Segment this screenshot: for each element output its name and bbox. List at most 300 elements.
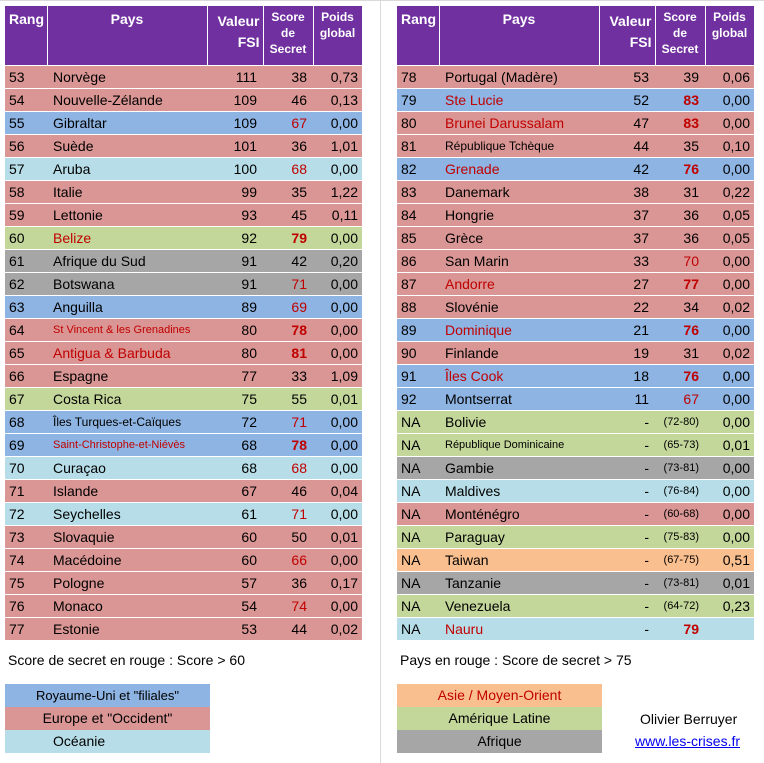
- global-weight-cell: 1,01: [313, 135, 362, 158]
- rank-cell: 75: [5, 572, 47, 595]
- secrecy-score-cell: 31: [655, 342, 705, 365]
- rank-cell: NA: [397, 572, 439, 595]
- rank-cell: 57: [5, 158, 47, 181]
- rank-cell: 60: [5, 227, 47, 250]
- fsi-value-cell: 44: [599, 135, 655, 158]
- table-row: [397, 66, 754, 89]
- global-weight-cell: 0,02: [705, 342, 754, 365]
- secrecy-score-cell: 71: [263, 273, 313, 296]
- country-cell: Îles Cook: [439, 365, 599, 388]
- secrecy-score-cell: 71: [263, 411, 313, 434]
- rank-cell: NA: [397, 503, 439, 526]
- header-score: Score de Secret: [655, 6, 705, 66]
- fsi-value-cell: 67: [207, 480, 263, 503]
- fsi-value-cell: 109: [207, 89, 263, 112]
- country-cell: Norvège: [47, 66, 207, 89]
- global-weight-cell: 0,01: [313, 388, 362, 411]
- global-weight-cell: 0,00: [705, 273, 754, 296]
- legend-latam: Amérique Latine: [397, 707, 602, 730]
- country-cell: Hongrie: [439, 204, 599, 227]
- table-row: [397, 388, 754, 411]
- country-cell: Slovaquie: [47, 526, 207, 549]
- table-row: [5, 411, 362, 434]
- rank-cell: 81: [397, 135, 439, 158]
- country-cell: St Vincent & les Grenadines: [47, 319, 207, 342]
- rank-cell: 85: [397, 227, 439, 250]
- fsi-value-cell: 60: [207, 526, 263, 549]
- fsi-value-cell: 91: [207, 250, 263, 273]
- rank-cell: 55: [5, 112, 47, 135]
- fsi-value-cell: 72: [207, 411, 263, 434]
- rank-cell: 54: [5, 89, 47, 112]
- table-row: [5, 89, 362, 112]
- fsi-value-cell: -: [599, 526, 655, 549]
- gridline: [0, 0, 764, 1]
- table-row: [5, 319, 362, 342]
- country-cell: Suède: [47, 135, 207, 158]
- rank-cell: 59: [5, 204, 47, 227]
- country-cell: Nouvelle-Zélande: [47, 89, 207, 112]
- fsi-table-right: [397, 6, 755, 640]
- table-body-left: [5, 66, 362, 641]
- secrecy-score-cell: (60-68): [655, 503, 705, 526]
- secrecy-score-cell: (73-81): [655, 457, 705, 480]
- rank-cell: 61: [5, 250, 47, 273]
- secrecy-score-cell: 79: [655, 618, 705, 641]
- secrecy-score-cell: 81: [263, 342, 313, 365]
- table-row: [397, 411, 754, 434]
- global-weight-cell: 0,00: [705, 319, 754, 342]
- country-cell: Danemark: [439, 181, 599, 204]
- secrecy-score-cell: (64-72): [655, 595, 705, 618]
- rank-cell: 92: [397, 388, 439, 411]
- secrecy-score-cell: (72-80): [655, 411, 705, 434]
- rank-cell: 80: [397, 112, 439, 135]
- table-row: [397, 273, 754, 296]
- global-weight-cell: 0,00: [313, 296, 362, 319]
- secrecy-score-cell: (73-81): [655, 572, 705, 595]
- global-weight-cell: 0,00: [705, 503, 754, 526]
- country-cell: Portugal (Madère): [439, 66, 599, 89]
- rank-cell: 86: [397, 250, 439, 273]
- country-cell: Islande: [47, 480, 207, 503]
- site-link[interactable]: www.les-crises.fr: [635, 733, 741, 749]
- global-weight-cell: 0,00: [705, 411, 754, 434]
- fsi-value-cell: 47: [599, 112, 655, 135]
- global-weight-cell: 0,00: [705, 365, 754, 388]
- table-row: [5, 296, 362, 319]
- fsi-value-cell: 61: [207, 503, 263, 526]
- secrecy-score-cell: 35: [263, 181, 313, 204]
- country-cell: Costa Rica: [47, 388, 207, 411]
- rank-cell: 88: [397, 296, 439, 319]
- secrecy-score-cell: 36: [263, 135, 313, 158]
- fsi-value-cell: -: [599, 411, 655, 434]
- fsi-value-cell: 54: [207, 595, 263, 618]
- legend-afrique: Afrique: [397, 730, 602, 753]
- country-cell: Belize: [47, 227, 207, 250]
- global-weight-cell: 0,00: [313, 411, 362, 434]
- rank-cell: 77: [5, 618, 47, 641]
- global-weight-cell: 1,09: [313, 365, 362, 388]
- secrecy-score-cell: (65-73): [655, 434, 705, 457]
- global-weight-cell: 0,05: [705, 204, 754, 227]
- secrecy-score-cell: 67: [263, 112, 313, 135]
- table-row: [397, 503, 754, 526]
- country-cell: Aruba: [47, 158, 207, 181]
- header-poids: Poids global: [705, 6, 754, 66]
- fsi-value-cell: 52: [599, 89, 655, 112]
- table-row: [397, 480, 754, 503]
- table-row: [5, 181, 362, 204]
- rank-cell: 83: [397, 181, 439, 204]
- global-weight-cell: 0,06: [705, 66, 754, 89]
- rank-cell: 71: [5, 480, 47, 503]
- header-rang: Rang: [5, 6, 47, 66]
- note-pays-rouge: Pays en rouge : Score de secret > 75: [400, 652, 632, 668]
- fsi-value-cell: 18: [599, 365, 655, 388]
- fsi-value-cell: 80: [207, 319, 263, 342]
- global-weight-cell: 1,22: [313, 181, 362, 204]
- fsi-value-cell: -: [599, 503, 655, 526]
- global-weight-cell: 0,00: [313, 273, 362, 296]
- table-row: [5, 135, 362, 158]
- table-row: [5, 595, 362, 618]
- table-row: [397, 457, 754, 480]
- global-weight-cell: 0,00: [313, 595, 362, 618]
- header-row: [5, 6, 362, 66]
- global-weight-cell: 0,73: [313, 66, 362, 89]
- rank-cell: 78: [397, 66, 439, 89]
- global-weight-cell: 0,01: [705, 572, 754, 595]
- secrecy-score-cell: 46: [263, 89, 313, 112]
- table-row: [397, 342, 754, 365]
- secrecy-score-cell: 38: [263, 66, 313, 89]
- table-row: [5, 480, 362, 503]
- country-cell: Nauru: [439, 618, 599, 641]
- rank-cell: 74: [5, 549, 47, 572]
- secrecy-score-cell: 76: [655, 158, 705, 181]
- header-rang: Rang: [397, 6, 439, 66]
- country-cell: Curaçao: [47, 457, 207, 480]
- global-weight-cell: 0,02: [313, 618, 362, 641]
- table-row: [5, 273, 362, 296]
- table-row: [397, 181, 754, 204]
- country-cell: Afrique du Sud: [47, 250, 207, 273]
- fsi-value-cell: 91: [207, 273, 263, 296]
- global-weight-cell: 0,00: [313, 158, 362, 181]
- global-weight-cell: [705, 618, 754, 641]
- secrecy-score-cell: 77: [655, 273, 705, 296]
- global-weight-cell: 0,05: [705, 227, 754, 250]
- rank-cell: NA: [397, 480, 439, 503]
- fsi-value-cell: 57: [207, 572, 263, 595]
- rank-cell: 91: [397, 365, 439, 388]
- fsi-value-cell: 75: [207, 388, 263, 411]
- header-fsi: Valeur FSI: [207, 6, 263, 66]
- secrecy-score-cell: 71: [263, 503, 313, 526]
- table-row: [397, 250, 754, 273]
- rank-cell: 66: [5, 365, 47, 388]
- secrecy-score-cell: 55: [263, 388, 313, 411]
- secrecy-score-cell: 68: [263, 158, 313, 181]
- secrecy-score-cell: 83: [655, 89, 705, 112]
- fsi-value-cell: 109: [207, 112, 263, 135]
- country-cell: Grenade: [439, 158, 599, 181]
- country-cell: République Dominicaine: [439, 434, 599, 457]
- fsi-value-cell: 22: [599, 296, 655, 319]
- fsi-value-cell: 21: [599, 319, 655, 342]
- global-weight-cell: 0,01: [705, 434, 754, 457]
- table-row: [5, 250, 362, 273]
- table-row: [397, 434, 754, 457]
- global-weight-cell: 0,11: [313, 204, 362, 227]
- table-row: [5, 365, 362, 388]
- rank-cell: NA: [397, 526, 439, 549]
- table-row: [397, 572, 754, 595]
- global-weight-cell: 0,00: [313, 227, 362, 250]
- fsi-value-cell: 33: [599, 250, 655, 273]
- secrecy-score-cell: 39: [655, 66, 705, 89]
- table-row: [397, 135, 754, 158]
- rank-cell: 70: [5, 457, 47, 480]
- global-weight-cell: 0,00: [313, 112, 362, 135]
- rank-cell: 79: [397, 89, 439, 112]
- country-cell: Seychelles: [47, 503, 207, 526]
- table-row: [397, 112, 754, 135]
- fsi-value-cell: -: [599, 480, 655, 503]
- secrecy-score-cell: 34: [655, 296, 705, 319]
- secrecy-score-cell: 76: [655, 365, 705, 388]
- fsi-value-cell: 53: [599, 66, 655, 89]
- table-row: [5, 526, 362, 549]
- table-row: [5, 204, 362, 227]
- secrecy-score-cell: 36: [263, 572, 313, 595]
- global-weight-cell: 0,00: [705, 480, 754, 503]
- global-weight-cell: 0,00: [313, 457, 362, 480]
- secrecy-score-cell: 36: [655, 204, 705, 227]
- fsi-value-cell: 53: [207, 618, 263, 641]
- country-cell: Îles Turques-et-Caïques: [47, 411, 207, 434]
- secrecy-score-cell: 83: [655, 112, 705, 135]
- table-row: [5, 388, 362, 411]
- table-row: [5, 227, 362, 250]
- table-row: [5, 503, 362, 526]
- secrecy-score-cell: 74: [263, 595, 313, 618]
- global-weight-cell: 0,00: [313, 549, 362, 572]
- rank-cell: 90: [397, 342, 439, 365]
- global-weight-cell: 0,00: [705, 457, 754, 480]
- table-row: [5, 549, 362, 572]
- fsi-value-cell: -: [599, 549, 655, 572]
- rank-cell: 63: [5, 296, 47, 319]
- header-fsi: Valeur FSI: [599, 6, 655, 66]
- secrecy-score-cell: 50: [263, 526, 313, 549]
- table-row: [397, 549, 754, 572]
- country-cell: Taiwan: [439, 549, 599, 572]
- table-row: [5, 112, 362, 135]
- header-score: Score de Secret: [263, 6, 313, 66]
- secrecy-score-cell: (67-75): [655, 549, 705, 572]
- global-weight-cell: 0,13: [313, 89, 362, 112]
- rank-cell: NA: [397, 457, 439, 480]
- rank-cell: NA: [397, 434, 439, 457]
- author-name: Olivier Berruyer: [640, 711, 738, 727]
- fsi-value-cell: 89: [207, 296, 263, 319]
- fsi-value-cell: 60: [207, 549, 263, 572]
- fsi-value-cell: 11: [599, 388, 655, 411]
- secrecy-score-cell: 70: [655, 250, 705, 273]
- country-cell: Italie: [47, 181, 207, 204]
- fsi-value-cell: 101: [207, 135, 263, 158]
- legend-europe: Europe et "Occident": [5, 707, 210, 730]
- country-cell: Pologne: [47, 572, 207, 595]
- country-cell: Saint-Christophe-et-Niévès: [47, 434, 207, 457]
- country-cell: Estonie: [47, 618, 207, 641]
- country-cell: Maldives: [439, 480, 599, 503]
- fsi-value-cell: 37: [599, 204, 655, 227]
- rank-cell: 89: [397, 319, 439, 342]
- header-pays: Pays: [47, 6, 207, 66]
- rank-cell: 64: [5, 319, 47, 342]
- rank-cell: NA: [397, 549, 439, 572]
- table-row: [5, 342, 362, 365]
- rank-cell: 72: [5, 503, 47, 526]
- fsi-value-cell: -: [599, 457, 655, 480]
- rank-cell: 68: [5, 411, 47, 434]
- rank-cell: 58: [5, 181, 47, 204]
- table-row: [5, 618, 362, 641]
- country-cell: Slovénie: [439, 296, 599, 319]
- table-row: [397, 158, 754, 181]
- fsi-value-cell: 80: [207, 342, 263, 365]
- global-weight-cell: 0,10: [705, 135, 754, 158]
- fsi-table-left: [5, 6, 363, 640]
- global-weight-cell: 0,02: [705, 296, 754, 319]
- secrecy-score-cell: 76: [655, 319, 705, 342]
- rank-cell: 65: [5, 342, 47, 365]
- fsi-value-cell: 38: [599, 181, 655, 204]
- secrecy-score-cell: 36: [655, 227, 705, 250]
- table-row: [397, 365, 754, 388]
- global-weight-cell: 0,00: [705, 526, 754, 549]
- secrecy-score-cell: 44: [263, 618, 313, 641]
- header-pays: Pays: [439, 6, 599, 66]
- table-row: [397, 204, 754, 227]
- rank-cell: 62: [5, 273, 47, 296]
- legend-uk: Royaume-Uni et "filiales": [5, 684, 210, 707]
- secrecy-score-cell: 42: [263, 250, 313, 273]
- fsi-value-cell: 111: [207, 66, 263, 89]
- table-row: [5, 457, 362, 480]
- gridline: [380, 0, 381, 763]
- rank-cell: NA: [397, 595, 439, 618]
- fsi-value-cell: 99: [207, 181, 263, 204]
- fsi-value-cell: 19: [599, 342, 655, 365]
- country-cell: Macédoine: [47, 549, 207, 572]
- country-cell: Ste Lucie: [439, 89, 599, 112]
- secrecy-score-cell: 69: [263, 296, 313, 319]
- country-cell: Andorre: [439, 273, 599, 296]
- table-body-right: [397, 66, 754, 641]
- secrecy-score-cell: 31: [655, 181, 705, 204]
- country-cell: Antigua & Barbuda: [47, 342, 207, 365]
- global-weight-cell: 0,22: [705, 181, 754, 204]
- rank-cell: 53: [5, 66, 47, 89]
- table-row: [397, 618, 754, 641]
- country-cell: Venezuela: [439, 595, 599, 618]
- legend-oceanie: Océanie: [5, 730, 210, 753]
- table-row: [5, 572, 362, 595]
- rank-cell: NA: [397, 411, 439, 434]
- table-row: [5, 158, 362, 181]
- country-cell: Paraguay: [439, 526, 599, 549]
- secrecy-score-cell: 67: [655, 388, 705, 411]
- country-cell: Monaco: [47, 595, 207, 618]
- fsi-value-cell: 93: [207, 204, 263, 227]
- fsi-value-cell: 68: [207, 434, 263, 457]
- fsi-value-cell: 100: [207, 158, 263, 181]
- global-weight-cell: 0,23: [705, 595, 754, 618]
- secrecy-score-cell: 78: [263, 319, 313, 342]
- global-weight-cell: 0,00: [313, 503, 362, 526]
- fsi-value-cell: -: [599, 595, 655, 618]
- table-row: [5, 66, 362, 89]
- global-weight-cell: 0,00: [705, 250, 754, 273]
- rank-cell: NA: [397, 618, 439, 641]
- global-weight-cell: 0,01: [313, 526, 362, 549]
- table-row: [397, 595, 754, 618]
- rank-cell: 73: [5, 526, 47, 549]
- header-row: [397, 6, 754, 66]
- table-row: [397, 296, 754, 319]
- rank-cell: 56: [5, 135, 47, 158]
- rank-cell: 82: [397, 158, 439, 181]
- global-weight-cell: 0,17: [313, 572, 362, 595]
- country-cell: Montserrat: [439, 388, 599, 411]
- fsi-value-cell: 37: [599, 227, 655, 250]
- global-weight-cell: 0,00: [705, 112, 754, 135]
- fsi-value-cell: -: [599, 434, 655, 457]
- country-cell: Anguilla: [47, 296, 207, 319]
- global-weight-cell: 0,00: [313, 434, 362, 457]
- country-cell: Botswana: [47, 273, 207, 296]
- fsi-value-cell: 27: [599, 273, 655, 296]
- legend-asie: Asie / Moyen-Orient: [397, 684, 602, 707]
- country-cell: Espagne: [47, 365, 207, 388]
- rank-cell: 69: [5, 434, 47, 457]
- header-poids: Poids global: [313, 6, 362, 66]
- global-weight-cell: 0,00: [705, 388, 754, 411]
- country-cell: Grèce: [439, 227, 599, 250]
- fsi-value-cell: 77: [207, 365, 263, 388]
- global-weight-cell: 0,04: [313, 480, 362, 503]
- country-cell: Finlande: [439, 342, 599, 365]
- rank-cell: 76: [5, 595, 47, 618]
- fsi-value-cell: 92: [207, 227, 263, 250]
- global-weight-cell: 0,00: [705, 158, 754, 181]
- global-weight-cell: 0,51: [705, 549, 754, 572]
- fsi-value-cell: 42: [599, 158, 655, 181]
- country-cell: San Marin: [439, 250, 599, 273]
- note-score-rouge: Score de secret en rouge : Score > 60: [8, 652, 245, 668]
- table-row: [397, 526, 754, 549]
- secrecy-score-cell: 68: [263, 457, 313, 480]
- global-weight-cell: 0,00: [313, 319, 362, 342]
- country-cell: Dominique: [439, 319, 599, 342]
- country-cell: Lettonie: [47, 204, 207, 227]
- secrecy-score-cell: 33: [263, 365, 313, 388]
